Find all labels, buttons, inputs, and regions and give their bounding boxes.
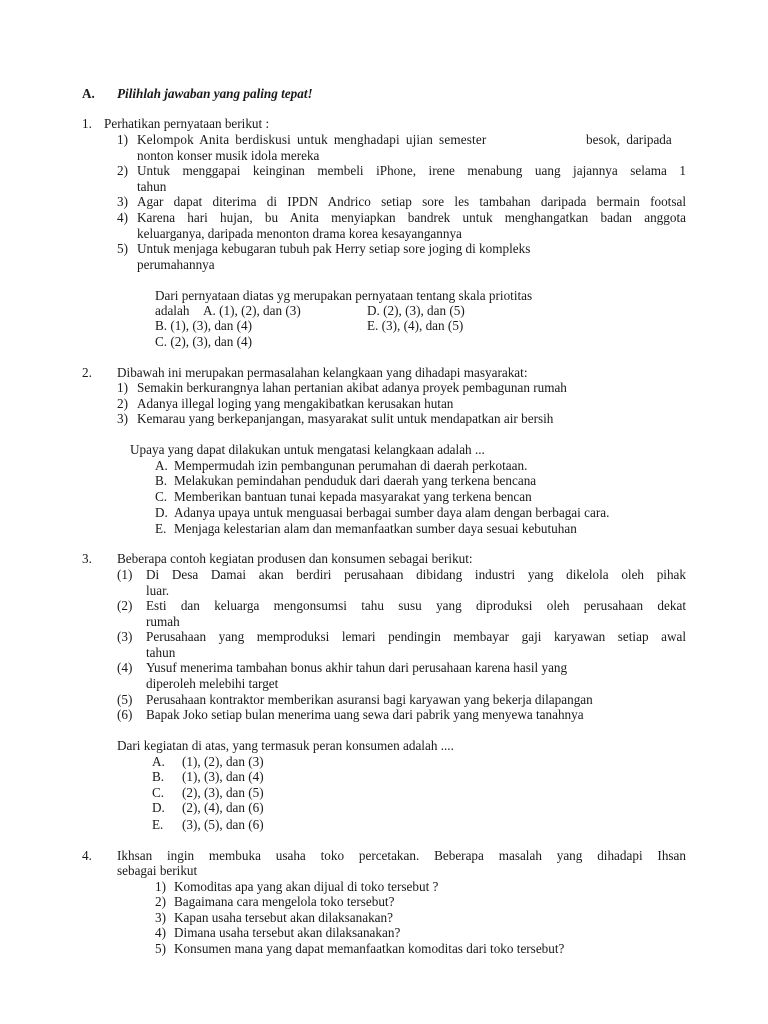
- q4-item-1-text: Komoditas apa yang akan dijual di toko tersebut ?: [174, 879, 439, 894]
- q2-option-c-letter: C.: [155, 489, 168, 504]
- q2-option-c-text: Memberikan bantuan tunai kepada masyarakat yang terkena bencan: [174, 489, 532, 504]
- q3-number: 3.: [82, 551, 92, 566]
- q4-item-2-text: Bagaimana cara mengelola toko tersebut?: [174, 894, 395, 909]
- q2-option-b-text: Melakukan pemindahan penduduk dari daerah yang terkena bencana: [174, 473, 537, 488]
- q2-option-e-text: Menjaga kelestarian alam dan memanfaatkan sumber daya sesuai kebutuhan: [174, 521, 577, 536]
- q2-option-a-letter: A.: [155, 458, 168, 473]
- q3-item-1-text: Di Desa Damai akan berdiri perusahaan dibidang industri yang dikelola oleh pihak: [146, 567, 686, 582]
- q2-question: Upaya yang dapat dilakukan untuk mengatasi kelangkaan adalah ...: [130, 442, 485, 457]
- q2-option-b-letter: B.: [155, 473, 168, 488]
- q3-option-a-letter: A.: [152, 754, 165, 769]
- q1-question: Dari pernyataan diatas yg merupakan pernyataan tentang skala priotitas: [155, 288, 533, 303]
- q3-item-2-text-cont: rumah: [146, 614, 180, 629]
- q2-item-3-text: Kemarau yang berkepanjangan, masyarakat sulit untuk mendapatkan air bersih: [137, 411, 554, 426]
- q1-item-5-text: Untuk menjaga kebugaran tubuh pak Herry setiap sore joging di kompleks: [137, 241, 531, 256]
- q4-stem: Ikhsan ingin membuka usaha toko percetakan. Beberapa masalah yang dihadapi Ihsan: [117, 848, 686, 863]
- q1-item-4-number: 4): [117, 210, 128, 225]
- q3-option-c-text: (2), (3), dan (5): [182, 785, 264, 800]
- q4-item-4-text: Dimana usaha tersebut akan dilaksanakan?: [174, 925, 401, 940]
- q4-item-4-number: 4): [155, 925, 166, 940]
- q3-item-2-number: (2): [117, 598, 133, 613]
- q3-item-5-text: Perusahaan kontraktor memberikan asuransi bagi karyawan yang bekerja dilapangan: [146, 692, 593, 707]
- q1-item-1-text-cont: nonton konser musik idola mereka: [137, 148, 320, 163]
- q3-item-3-number: (3): [117, 629, 133, 644]
- q3-option-b-text: (1), (3), dan (4): [182, 769, 264, 784]
- q4-item-2-number: 2): [155, 894, 166, 909]
- q2-item-2-text: Adanya illegal loging yang mengakibatkan kerusakan hutan: [137, 396, 454, 411]
- q4-number: 4.: [82, 848, 92, 863]
- q2-item-1-number: 1): [117, 380, 128, 395]
- q4-item-1-number: 1): [155, 879, 166, 894]
- q3-option-e-letter: E.: [152, 817, 164, 832]
- q2-item-3-number: 3): [117, 411, 128, 426]
- q2-item-1-text: Semakin berkurangnya lahan pertanian akibat adanya proyek pembagunan rumah: [137, 380, 567, 395]
- q1-question-lead: adalah: [155, 303, 190, 318]
- q4-item-3-text: Kapan usaha tersebut akan dilaksanakan?: [174, 910, 393, 925]
- q2-option-d-letter: D.: [155, 505, 168, 520]
- q1-item-4-text: Karena hari hujan, bu Anita menyiapkan bandrek untuk menghangatkan badan anggota: [137, 210, 686, 225]
- q1-item-1-text-b: besok, daripada: [586, 132, 672, 147]
- q2-option-e-letter: E.: [155, 521, 167, 536]
- q3-item-4-number: (4): [117, 660, 133, 675]
- q3-stem: Beberapa contoh kegiatan produsen dan konsumen sebagai berikut:: [117, 551, 473, 566]
- q1-item-2-text: Untuk menggapai keinginan membeli iPhone, irene menabung uang jajannya selama 1: [137, 163, 686, 178]
- q3-item-3-text-cont: tahun: [146, 645, 176, 660]
- q3-item-1-number: (1): [117, 567, 133, 582]
- section-title: Pilihlah jawaban yang paling tepat!: [117, 86, 313, 101]
- q3-item-5-number: (5): [117, 692, 133, 707]
- q1-stem: Perhatikan pernyataan berikut :: [104, 116, 270, 131]
- q2-stem: Dibawah ini merupakan permasalahan kelangkaan yang dihadapi masyarakat:: [117, 365, 528, 380]
- q1-item-5-number: 5): [117, 241, 128, 256]
- q4-item-5-number: 5): [155, 941, 166, 956]
- q2-option-d-text: Adanya upaya untuk menguasai berbagai sumber daya alam dengan berbagai cara.: [174, 505, 610, 520]
- q3-item-4-text: Yusuf menerima tambahan bonus akhir tahun dari perusahaan karena hasil yang: [146, 660, 568, 675]
- q3-item-1-text-cont: luar.: [146, 583, 170, 598]
- q1-option-b: B. (1), (3), dan (4): [155, 318, 253, 333]
- q3-item-6-text: Bapak Joko setiap bulan menerima uang sewa dari pabrik yang menyewa tanahnya: [146, 707, 584, 722]
- q4-item-5-text: Konsumen mana yang dapat memanfaatkan komoditas dari toko tersebut?: [174, 941, 565, 956]
- q4-stem-cont: sebagai berikut: [117, 863, 198, 878]
- q3-item-3-text: Perusahaan yang memproduksi lemari pendingin membayar gaji karyawan setiap awal: [146, 629, 686, 644]
- q1-item-3-text: Agar dapat diterima di IPDN Andrico setiap sore les tambahan daripada bermain footsal: [137, 194, 686, 209]
- q3-option-d-letter: D.: [152, 800, 165, 815]
- q1-item-2-number: 2): [117, 163, 128, 178]
- q2-option-a-text: Mempermudah izin pembangunan perumahan di daerah perkotaan.: [174, 458, 528, 473]
- q3-option-c-letter: C.: [152, 785, 165, 800]
- q1-option-e: E. (3), (4), dan (5): [367, 318, 464, 333]
- q3-question: Dari kegiatan di atas, yang termasuk peran konsumen adalah ....: [117, 738, 454, 753]
- q3-option-d-text: (2), (4), dan (6): [182, 800, 264, 815]
- q3-item-4-text-cont: diperoleh melebihi target: [146, 676, 279, 691]
- q3-item-2-text: Esti dan keluarga mengonsumsi tahu susu yang diproduksi oleh perusahaan dekat: [146, 598, 686, 613]
- q2-number: 2.: [82, 365, 92, 380]
- q1-item-1-text-a: Kelompok Anita berdiskusi untuk menghadapi ujian semester: [137, 132, 487, 147]
- q3-option-e-text: (3), (5), dan (6): [182, 817, 264, 832]
- q1-item-2-text-cont: tahun: [137, 179, 167, 194]
- q1-item-5-text-cont: perumahannya: [137, 257, 215, 272]
- section-letter: A.: [82, 86, 95, 101]
- q3-option-a-text: (1), (2), dan (3): [182, 754, 264, 769]
- q4-item-3-number: 3): [155, 910, 166, 925]
- q1-item-4-text-cont: keluarganya, daripada menonton drama korea kesayangannya: [137, 226, 462, 241]
- q3-option-b-letter: B.: [152, 769, 165, 784]
- q1-option-c: C. (2), (3), dan (4): [155, 334, 253, 349]
- q1-option-d: D. (2), (3), dan (5): [367, 303, 465, 318]
- q1-item-1-number: 1): [117, 132, 128, 147]
- q1-item-3-number: 3): [117, 194, 128, 209]
- q1-number: 1.: [82, 116, 92, 131]
- q3-item-6-number: (6): [117, 707, 133, 722]
- q1-option-a: A. (1), (2), dan (3): [203, 303, 301, 318]
- q2-item-2-number: 2): [117, 396, 128, 411]
